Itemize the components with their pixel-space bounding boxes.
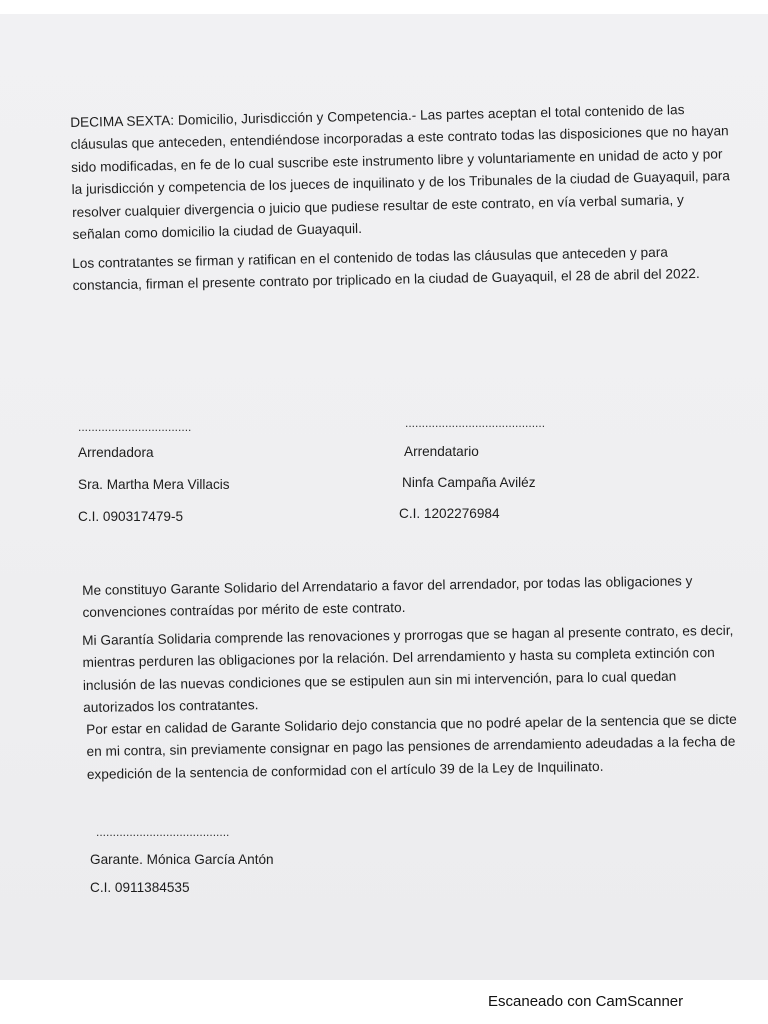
clause-decima-sexta: DECIMA SEXTA: Domicilio, Jurisdicción y Competencia.- Las partes aceptan el total contenido de las cláusulas que anteceden, entendiéndose incorporadas a este contrato todas las disposiciones que no hayan sido modificadas, en fe de lo cual suscribe este instrumento libre y voluntariamente en unidad de acto y por la jurisdicción y competencia de los jueces de inquilinato y de los Tribunales de la ciudad de Guayaquil, para resolver cualquier divergencia o juicio que pudiese resultar de este contrato, en vía verbal sumaria, y señalan como domicilio la ciudad de Guayaquil. xyxy=(70,102,731,243)
scanned-page xyxy=(0,14,768,980)
ratification-paragraph: Los contratantes se firman y ratifican en el contenido de todas las cláusulas que anteceden y para constancia, firman el presente contrato por triplicado en la ciudad de Guayaquil, el 28 de abril del 2022. xyxy=(72,244,700,294)
right-signatory-name: Ninfa Campaña Aviléz xyxy=(402,475,536,490)
guarantor-id: C.I. 0911384535 xyxy=(90,880,190,895)
right-signatory-role: Arrendatario xyxy=(404,444,479,459)
guarantee-scope-paragraph: Mi Garantía Solidaria comprende las renovaciones y prorrogas que se hagan al presente contrato, es decir, mientras perduren las obligaciones por la relación. Del arrendamiento y hasta su completa extinción con inclusión de las nuevas condiciones que se estipulen aun sin mi intervención, para lo cual quedan autorizados los contratantes. xyxy=(82,622,734,716)
camscanner-watermark: Escaneado con CamScanner xyxy=(488,993,684,1010)
left-signatory-role: Arrendadora xyxy=(78,445,154,460)
left-signatory-id: C.I. 090317479-5 xyxy=(78,509,184,524)
left-signatory-name: Sra. Martha Mera Villacis xyxy=(78,477,230,492)
guarantor-name: Garante. Mónica García Antón xyxy=(90,852,274,867)
left-signature-line: .................................. xyxy=(78,420,192,434)
guarantor-declaration: Me constituyo Garante Solidario del Arrendatario a favor del arrendador, por todas las obligaciones y convenciones contraídas por mérito de este contrato. xyxy=(82,573,693,621)
appeal-waiver-paragraph: Por estar en calidad de Garante Solidario dejo constancia que no podré apelar de la sentencia que se dicte en mi contra, sin previamente consignar en pago las pensiones de arrendamiento adeudadas a la fecha de expedición de la sentencia de conformidad con el artículo 39 de la Ley de Inquilinato. xyxy=(86,711,737,782)
right-signature-line: .......................................... xyxy=(405,416,546,430)
guarantor-signature-line: ........................................ xyxy=(96,825,230,839)
right-signatory-id: C.I. 1202276984 xyxy=(399,506,500,521)
